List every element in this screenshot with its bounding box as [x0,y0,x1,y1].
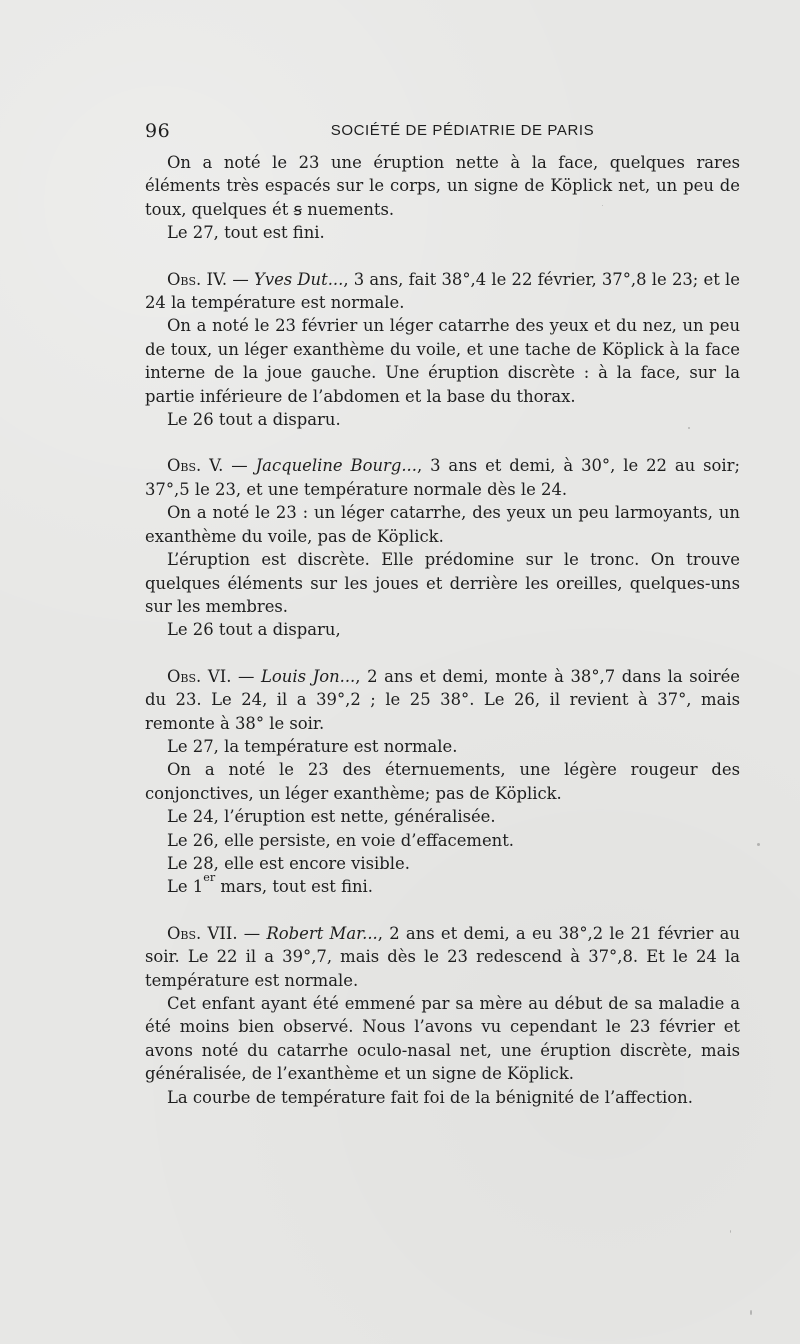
paragraph-observation-vi-end [145,870,740,898]
patient-name: Yves Dut... [254,269,344,289]
patient-name: Louis Jon... [261,666,356,686]
paragraph-observation-vi-26: Le 26, elle persiste, en voie d’effacement. [167,830,515,850]
paper-speck [730,1230,731,1233]
paper-speck [757,843,760,846]
observation-dash: — [223,456,256,476]
observation-dash: — [231,666,262,686]
running-title: SOCIÉTÉ DE PÉDIATRIE DE PARIS [330,122,595,139]
observation-v-heading-paragraph [145,454,740,501]
observation-label: Obs. VI. [167,666,232,686]
paragraph-eruption-note: On a noté le 23 une éruption nette à la face, quelques rares éléments très espacés sur le corps, un signe de Köplick net, un peu de toux, quelques ét ꞩ nuements. [145,153,740,219]
observation-details: , 2 ans et demi, monte à 38°,7 dans la soirée du 23. Le 24, il a 39°,2 ; le 25 38°. Le 26, il revient à 37°, mais remonte à 38° le soir. [145,666,741,733]
date-suffix: mars, tout est fini. [215,877,374,897]
date-superscript: er [203,870,216,884]
paper-speck [750,1310,752,1315]
observation-details: , 3 ans, fait 38°,4 le 22 février, 37°,8 le 23; et le 24 la température est normale. [145,269,740,313]
paragraph-observation-v-notes: On a noté le 23 : un léger catarrhe, des yeux un peu larmoyants, un exanthème du voile, pas de Köplick. [145,503,740,546]
observation-dash: — [237,923,267,943]
paragraph-observation-vii-conclusion: La courbe de température fait foi de la bénignité de l’affection. [167,1087,693,1107]
observation-vii [145,922,740,1109]
paragraph-observation-iv-end: Le 26 tout a disparu. [167,410,341,430]
page-content [145,151,740,1109]
patient-name: Robert Mar... [266,923,378,943]
paragraph-observation-v-end: Le 26 tout a disparu, [167,620,341,640]
page-header [145,119,740,143]
observation-details: , 2 ans et demi, a eu 38°,2 le 21 février au soir. Le 22 il a 39°,7, mais dès le 23 redescend à 37°,8. Et le 24 la température est normale. [145,923,740,990]
observation-vi [145,665,740,899]
paragraph-end-note: Le 27, tout est fini. [167,223,325,243]
observation-label: Obs. V. [167,456,224,476]
paragraph-observation-v-eruption: L’éruption est discrète. Elle prédomine sur le tronc. On trouve quelques éléments sur les joues et derrière les oreilles, quelques-uns sur les membres. [145,550,740,616]
paragraph-observation-vi-24: Le 24, l’éruption est nette, généralisée. [167,807,496,827]
observation-v [145,454,740,641]
observation-vi-heading-paragraph [145,665,740,735]
patient-name: Jacqueline Bourg... [255,456,417,476]
date-prefix: Le 1 [167,877,204,897]
page-number: 96 [145,120,171,142]
observation-label: Obs. VII. [167,923,238,943]
paragraph-observation-iv-notes: On a noté le 23 février un léger catarrhe des yeux et du nez, un peu de toux, un léger exanthème du voile, et une tache de Köplick à la face interne de la joue gauche. Une éruption discrète : à la face, sur la partie inférieure de l’abdomen et la base du thorax. [145,316,740,406]
paragraph-observation-vi-28: Le 28, elle est encore visible. [167,853,410,873]
observation-label: Obs. IV. [167,269,228,289]
paper-speck [602,205,603,206]
paper-speck [688,427,690,429]
observation-iv-heading-paragraph [145,268,740,315]
paragraph-observation-vii-notes: Cet enfant ayant été emmené par sa mère au début de sa maladie a été moins bien observé. Nous l’avons vu cependant le 23 février et avons noté du catarrhe oculo-nasal net, une éruption discrète, mais généralisée, de l’exanthème et un signe de Köplick. [145,994,740,1084]
paragraph-observation-vi-temp: Le 27, la température est normale. [167,736,458,756]
paragraph-observation-vi-notes: On a noté le 23 des éternuements, une légère rougeur des conjonctives, un léger exanthème; pas de Köplick. [145,760,740,803]
observation-details: , 3 ans et demi, à 30°, le 22 au soir; 37°,5 le 23, et une température normale dès le 24. [145,456,741,499]
observation-vii-heading-paragraph [145,922,740,992]
observation-iv [145,268,740,432]
observation-iii-tail [145,151,740,245]
observation-dash: — [227,269,254,289]
